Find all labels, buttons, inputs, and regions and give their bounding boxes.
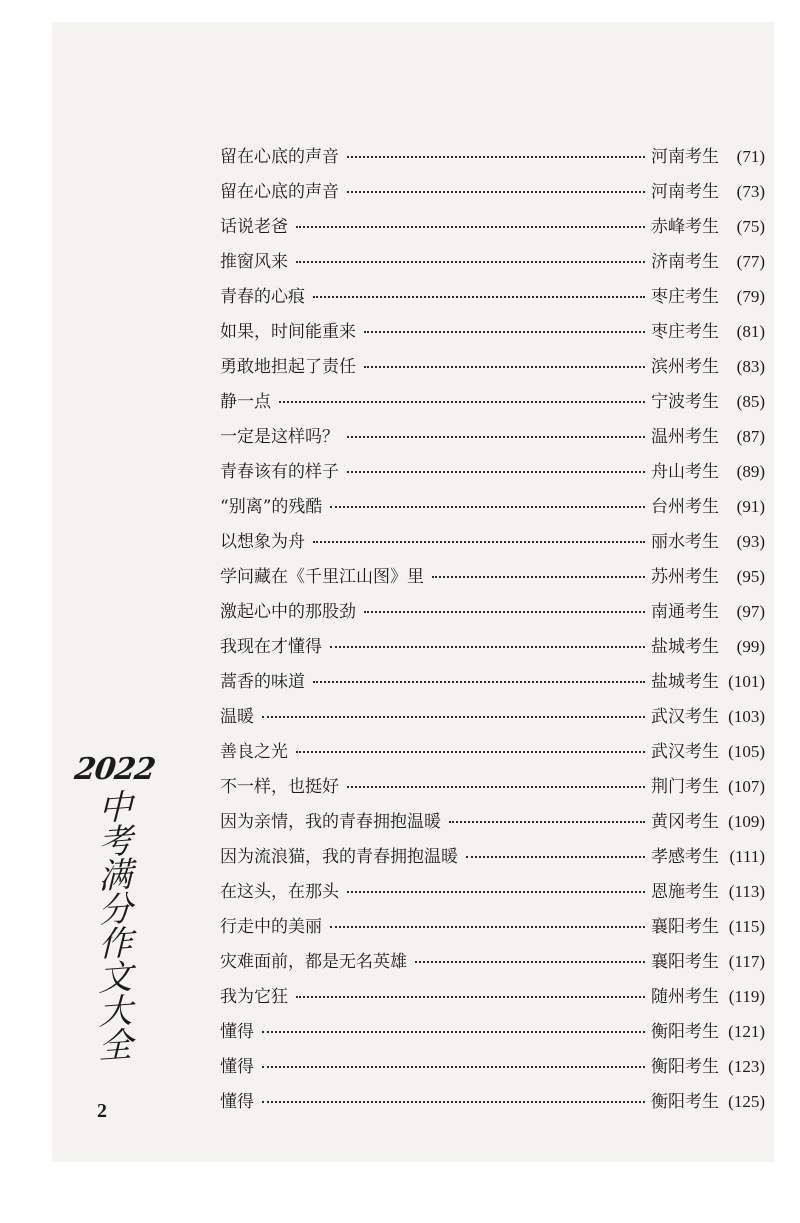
entry-author: 襄阳考生 (651, 952, 719, 972)
dot-leader (347, 471, 645, 473)
entry-author: 赤峰考生 (651, 217, 719, 237)
toc-entry[interactable] (220, 986, 765, 1021)
entry-title: 我现在才懂得 (220, 637, 322, 657)
side-year: 2022 (72, 752, 157, 787)
toc-entry[interactable] (220, 391, 765, 426)
dot-leader (364, 366, 645, 368)
dot-leader (279, 401, 645, 403)
toc-entry[interactable] (220, 741, 765, 776)
entry-page-number: (73) (736, 182, 765, 201)
toc-entry[interactable] (220, 321, 765, 356)
table-of-contents (220, 146, 765, 1126)
entry-title: 留在心底的声音 (220, 147, 339, 167)
dot-leader (262, 1031, 645, 1033)
toc-entry[interactable] (220, 356, 765, 391)
entry-page-number: (107) (728, 777, 765, 796)
toc-entry[interactable] (220, 146, 765, 181)
entry-title: 懂得 (220, 1057, 254, 1077)
entry-title: 留在心底的声音 (220, 182, 339, 202)
entry-title: 以想象为舟 (220, 532, 305, 552)
entry-author: 盐城考生 (651, 672, 719, 692)
entry-page-number: (103) (728, 707, 765, 726)
entry-title: 温暖 (220, 707, 254, 727)
entry-page-number: (93) (736, 532, 765, 551)
entry-author: 台州考生 (651, 497, 719, 517)
dot-leader (466, 856, 645, 858)
entry-author: 南通考生 (651, 602, 719, 622)
dot-leader (313, 296, 645, 298)
toc-entry[interactable] (220, 881, 765, 916)
entry-title: 不一样，也挺好 (220, 777, 339, 797)
toc-entry[interactable] (220, 636, 765, 671)
dot-leader (330, 926, 645, 928)
entry-page-number: (113) (728, 882, 765, 901)
entry-title: 懂得 (220, 1022, 254, 1042)
entry-page-number: (95) (736, 567, 765, 586)
dot-leader (364, 611, 645, 613)
entry-author: 丽水考生 (651, 532, 719, 552)
entry-author: 孝感考生 (651, 847, 719, 867)
entry-page-number: (77) (736, 252, 765, 271)
entry-author: 襄阳考生 (651, 917, 719, 937)
entry-page-number: (119) (728, 987, 765, 1006)
entry-page-number: (109) (728, 812, 765, 831)
entry-title: 善良之光 (220, 742, 288, 762)
dot-leader (262, 1066, 645, 1068)
entry-author: 盐城考生 (651, 637, 719, 657)
toc-entry[interactable] (220, 1056, 765, 1091)
entry-page-number: (75) (736, 217, 765, 236)
entry-page-number: (85) (736, 392, 765, 411)
toc-entry[interactable] (220, 776, 765, 811)
entry-title: 勇敢地担起了责任 (220, 357, 356, 377)
entry-title: 我为它狂 (220, 987, 288, 1007)
entry-page-number: (99) (736, 637, 765, 656)
dot-leader (313, 541, 645, 543)
entry-author: 枣庄考生 (651, 322, 719, 342)
entry-title: 青春的心痕 (220, 287, 305, 307)
dot-leader (262, 1101, 645, 1103)
entry-page-number: (89) (736, 462, 765, 481)
toc-entry[interactable] (220, 916, 765, 951)
entry-author: 恩施考生 (651, 882, 719, 902)
entry-author: 武汉考生 (651, 707, 719, 727)
entry-title: “别离”的残酷 (220, 497, 323, 517)
dot-leader (347, 156, 645, 158)
entry-author: 随州考生 (651, 987, 719, 1007)
dot-leader (296, 261, 645, 263)
toc-entry[interactable] (220, 531, 765, 566)
entry-page-number: (115) (728, 917, 765, 936)
dot-leader (347, 191, 645, 193)
dot-leader (449, 821, 645, 823)
toc-entry[interactable] (220, 846, 765, 881)
entry-page-number: (91) (736, 497, 765, 516)
dot-leader (347, 786, 645, 788)
entry-author: 济南考生 (651, 252, 719, 272)
entry-author: 温州考生 (651, 427, 719, 447)
entry-title: 因为流浪猫，我的青春拥抱温暖 (220, 847, 458, 867)
toc-entry[interactable] (220, 566, 765, 601)
entry-author: 衡阳考生 (651, 1092, 719, 1112)
entry-page-number: (79) (736, 287, 765, 306)
toc-entry[interactable] (220, 426, 765, 461)
entry-author: 滨州考生 (651, 357, 719, 377)
entry-page-number: (81) (736, 322, 765, 341)
entry-author: 枣庄考生 (651, 287, 719, 307)
entry-title: 青春该有的样子 (220, 462, 339, 482)
entry-page-number: (125) (728, 1092, 765, 1111)
toc-entry[interactable] (220, 496, 765, 531)
entry-title: 行走中的美丽 (220, 917, 322, 937)
entry-title: 推窗风来 (220, 252, 288, 272)
toc-entry[interactable] (220, 286, 765, 321)
toc-entry[interactable] (220, 251, 765, 286)
page-number: 2 (97, 1100, 107, 1122)
entry-author: 苏州考生 (651, 567, 719, 587)
entry-page-number: (117) (728, 952, 765, 971)
toc-entry[interactable] (220, 951, 765, 986)
entry-author: 荆门考生 (651, 777, 719, 797)
entry-page-number: (123) (728, 1057, 765, 1076)
dot-leader (347, 891, 645, 893)
entry-page-number: (83) (736, 357, 765, 376)
entry-author: 武汉考生 (651, 742, 719, 762)
toc-entry[interactable] (220, 1021, 765, 1056)
toc-entry[interactable] (220, 216, 765, 251)
entry-title: 激起心中的那股劲 (220, 602, 356, 622)
entry-title: 如果，时间能重来 (220, 322, 356, 342)
dot-leader (330, 646, 645, 648)
entry-title: 一定是这样吗？ (220, 427, 339, 447)
dot-leader (296, 996, 645, 998)
toc-entry[interactable] (220, 461, 765, 496)
toc-entry[interactable] (220, 601, 765, 636)
entry-author: 河南考生 (651, 182, 719, 202)
entry-page-number: (101) (728, 672, 765, 691)
entry-page-number: (71) (736, 147, 765, 166)
entry-author: 衡阳考生 (651, 1022, 719, 1042)
entry-title: 灾难面前，都是无名英雄 (220, 952, 407, 972)
entry-title: 蒿香的味道 (220, 672, 305, 692)
entry-author: 宁波考生 (651, 392, 719, 412)
dot-leader (296, 751, 645, 753)
entry-author: 河南考生 (651, 147, 719, 167)
dot-leader (432, 576, 645, 578)
dot-leader (364, 331, 645, 333)
toc-entry[interactable] (220, 1091, 765, 1126)
entry-title: 静一点 (220, 392, 271, 412)
dot-leader (262, 716, 645, 718)
toc-entry[interactable] (220, 181, 765, 216)
toc-entry[interactable] (220, 706, 765, 741)
entry-author: 舟山考生 (651, 462, 719, 482)
toc-entry[interactable] (220, 671, 765, 706)
entry-author: 衡阳考生 (651, 1057, 719, 1077)
dot-leader (313, 681, 645, 683)
entry-page-number: (121) (728, 1022, 765, 1041)
dot-leader (347, 436, 645, 438)
entry-page-number: (105) (728, 742, 765, 761)
entry-page-number: (97) (736, 602, 765, 621)
entry-title: 话说老爸 (220, 217, 288, 237)
side-book-title: 中考满分作文大全 (92, 788, 132, 1063)
entry-title: 懂得 (220, 1092, 254, 1112)
entry-title: 在这头，在那头 (220, 882, 339, 902)
entry-title: 学问藏在《千里江山图》里 (220, 567, 424, 587)
dot-leader (415, 961, 645, 963)
dot-leader (330, 506, 645, 508)
entry-title: 因为亲情，我的青春拥抱温暖 (220, 812, 441, 832)
entry-author: 黄冈考生 (651, 812, 719, 832)
toc-entry[interactable] (220, 811, 765, 846)
entry-page-number: (87) (736, 427, 765, 446)
dot-leader (296, 226, 645, 228)
entry-page-number: (111) (729, 847, 765, 866)
